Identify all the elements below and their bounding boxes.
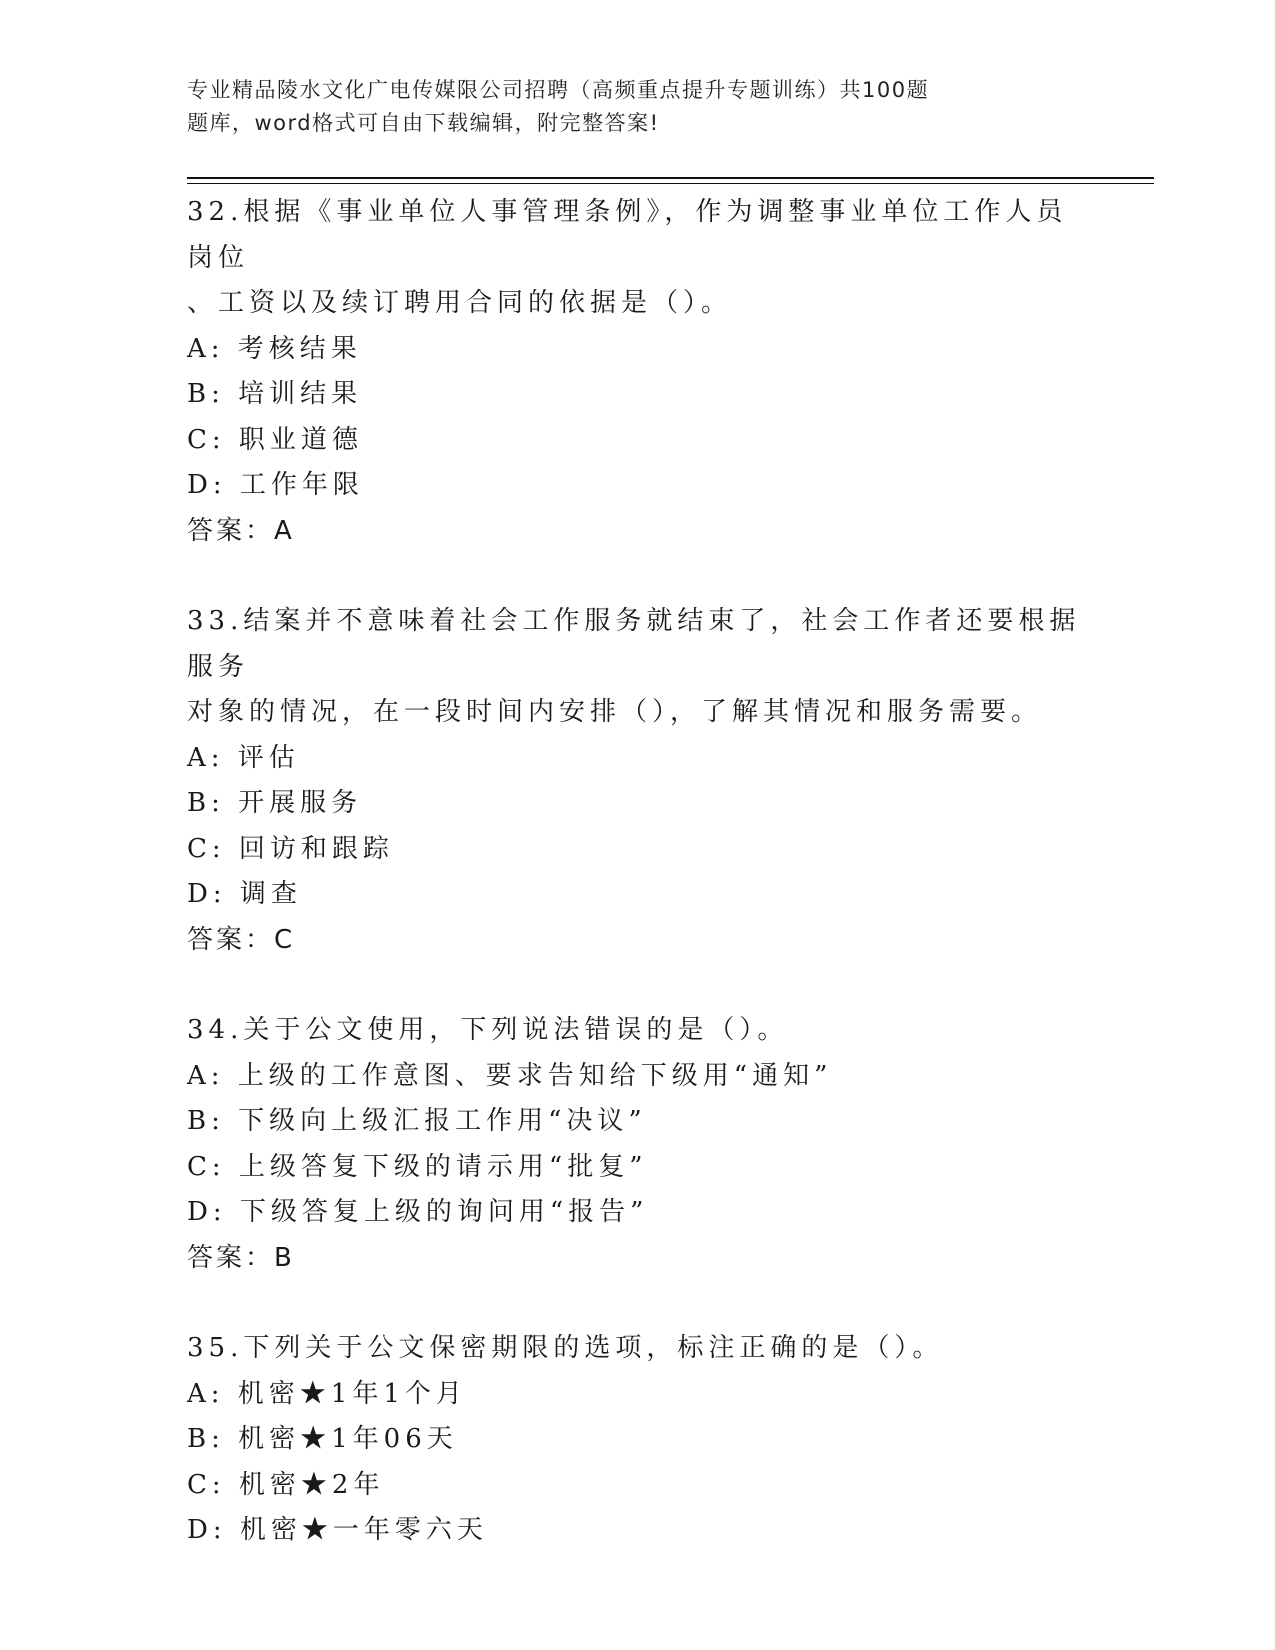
option-a: A: 考核结果 [187,333,362,364]
question-spacer [187,1281,1087,1326]
question-35 [187,1326,1087,1554]
answer-label: 答案：A [187,515,295,546]
option-d: D: 下级答复上级的询问用“报告” [187,1197,649,1227]
document-header [187,74,1047,140]
answer-label: 答案：C [187,924,296,955]
option-d: D: 工作年限 [187,470,364,500]
answer-label: 答案：B [187,1242,295,1273]
question-stem-line-1: 35.下列关于公文保密期限的选项，标注正确的是（）。 [187,1333,944,1363]
header-line-1: 专业精品陵水文化广电传媒限公司招聘（高频重点提升专题训练）共100题 [187,78,930,102]
question-stem-line-2: 、工资以及续订聘用合同的依据是（）。 [187,288,733,318]
question-33 [187,599,1087,963]
question-stem-line-1: 34.关于公文使用，下列说法错误的是（）。 [187,1015,789,1045]
question-spacer [187,554,1087,599]
question-stem-line-2: 对象的情况，在一段时间内安排（），了解其情况和服务需要。 [187,697,1043,727]
option-d: D: 调查 [187,879,302,909]
header-divider-thick [187,177,1154,179]
option-b: B: 培训结果 [187,379,363,409]
question-34 [187,1008,1087,1281]
option-b: B: 机密★1年06天 [187,1424,458,1454]
question-list [187,190,1087,1554]
header-line-2: 题库，word格式可自由下载编辑，附完整答案! [187,111,660,135]
header-divider-thin [187,183,1154,184]
option-a: A: 机密★1年1个月 [187,1378,467,1409]
option-b: B: 开展服务 [187,788,363,818]
question-stem [187,1008,1087,1054]
question-stem-line-1: 33.结案并不意味着社会工作服务就结束了，社会工作者还要根据服务 [187,606,1081,682]
option-c: C: 上级答复下级的请示用“批复” [187,1151,648,1182]
option-b: B: 下级向上级汇报工作用“决议” [187,1106,647,1136]
question-stem [187,190,1087,327]
option-d: D: 机密★一年零六天 [187,1515,488,1545]
option-c: C: 机密★2年 [187,1469,385,1500]
option-c: C: 回访和跟踪 [187,833,394,864]
question-32 [187,190,1087,554]
option-a: A: 评估 [187,742,300,773]
question-stem [187,599,1087,736]
question-stem-line-1: 32.根据《事业单位人事管理条例》，作为调整事业单位工作人员岗位 [187,197,1068,273]
option-c: C: 职业道德 [187,424,363,455]
question-stem [187,1326,1087,1372]
option-a: A: 上级的工作意图、要求告知给下级用“通知” [187,1060,833,1091]
question-spacer [187,963,1087,1008]
